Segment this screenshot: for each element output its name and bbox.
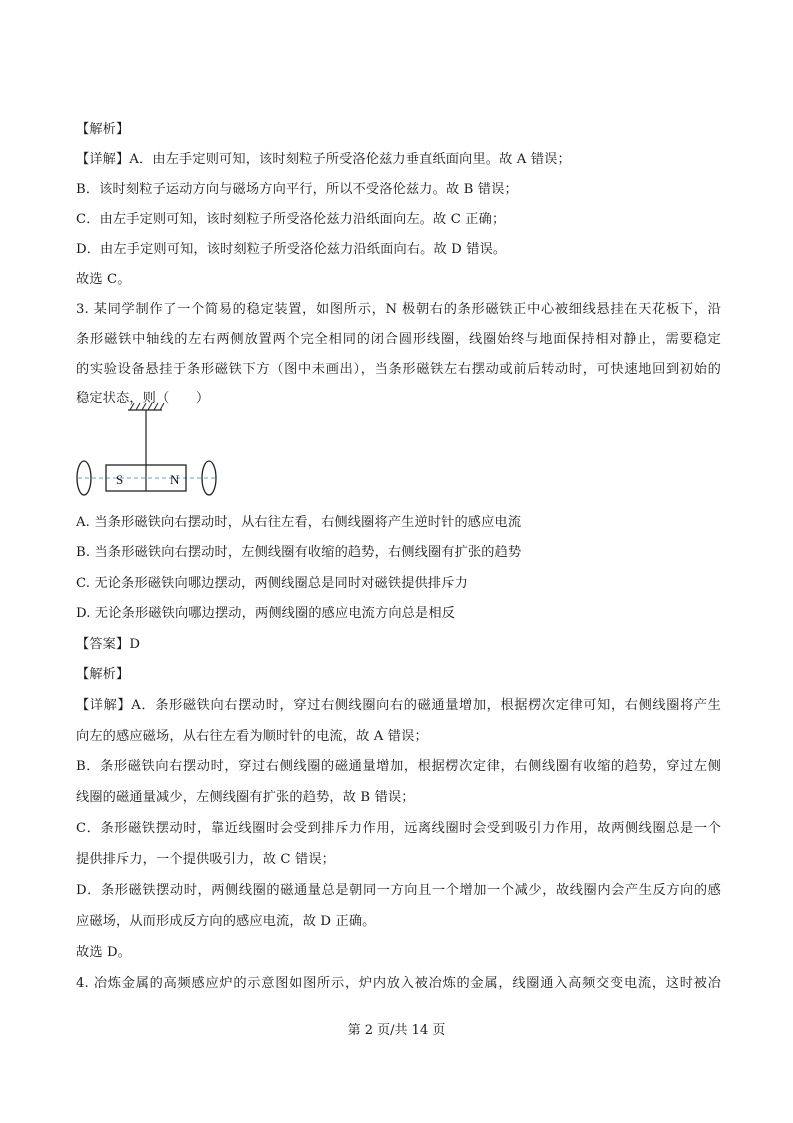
text-line: D．条形磁铁摆动时，两侧线圈的磁通量总是朝同一方向且一个增加一个减少，故线圈内会产生反方向的感	[76, 883, 721, 898]
option-c: C. 无论条形磁铁向哪边摆动，两侧线圈总是同时对磁铁提供排斥力	[76, 576, 468, 591]
magnet-s-label: S	[116, 472, 124, 487]
text-line: C．条形磁铁摆动时，靠近线圈时会受到排斥力作用，远离线圈时会受到吸引力作用，故两侧线圈总是一个	[76, 821, 721, 836]
text-line: B．条形磁铁向右摆动时，穿过右侧线圈的磁通量增加，根据楞次定律，右侧线圈有收缩的趋势，穿过左侧	[76, 759, 721, 774]
analysis-heading: 【解析】	[76, 122, 130, 137]
analysis-heading: 【解析】	[76, 667, 130, 682]
option-a: A. 当条形磁铁向右摆动时，从右往左看，右侧线圈将产生逆时针的感应电流	[76, 515, 522, 530]
text-line: 向左的感应磁场，从右往左看为顺时针的电流，故 A 错误；	[76, 729, 428, 744]
question-line: 条形磁铁中轴线的左右两侧放置两个完全相同的闭合圆形线圈，线圈始终与地面保持相对静止，需要稳定	[76, 332, 721, 347]
text-line: 应磁场，从而形成反方向的感应电流，故 D 正确。	[76, 914, 376, 929]
text-line: B．该时刻粒子运动方向与磁场方向平行，所以不受洛伦兹力。故 B 错误；	[76, 182, 518, 197]
option-b: B. 当条形磁铁向右摆动时，左侧线圈有收缩的趋势，右侧线圈有扩张的趋势	[76, 545, 522, 560]
question-line: 的实验设备悬挂于条形磁铁下方（图中未画出），当条形磁铁左右摆动或前后转动时，可快速地回到初始的	[76, 362, 721, 377]
answer-label: 【答案】D	[76, 637, 141, 652]
text-line: 线圈的磁通量减少，左侧线圈有扩张的趋势，故 B 错误；	[76, 790, 415, 805]
magnet-n-label: N	[170, 472, 180, 487]
question-line: 稳定状态，则（ ）	[76, 391, 210, 406]
page-footer: 第 2 页/共 14 页	[347, 1023, 446, 1038]
text-line: C．由左手定则可知，该时刻粒子所受洛伦兹力沿纸面向左。故 C 正确；	[76, 212, 506, 227]
text-line: D．由左手定则可知，该时刻粒子所受洛伦兹力沿纸面向右。故 D 错误。	[76, 242, 507, 257]
option-d: D. 无论条形磁铁向哪边摆动，两侧线圈的感应电流方向总是相反	[76, 606, 456, 621]
text-line: 故选 C。	[76, 272, 131, 287]
ceiling-hatch	[130, 403, 164, 410]
question-line: 4. 冶炼金属的高频感应炉的示意图如图所示，炉内放入被冶炼的金属，线圈通入高频交变电流，这时被冶	[76, 976, 721, 991]
text-line: 【详解】A．条形磁铁向右摆动时，穿过右侧线圈向右的磁通量增加，根据楞次定律可知，右侧线圈将产生	[76, 698, 721, 713]
text-line: 【详解】A．由左手定则可知，该时刻粒子所受洛伦兹力垂直纸面向里。故 A 错误；	[76, 152, 571, 167]
magnet-coil-figure	[70, 400, 230, 500]
text-line: 提供排斥力，一个提供吸引力，故 C 错误；	[76, 852, 335, 867]
text-line: 故选 D。	[76, 945, 132, 960]
question-line: 3. 某同学制作了一个简易的稳定装置，如图所示，N 极朝右的条形磁铁正中心被细线悬挂在天花板下，沿	[76, 302, 721, 317]
